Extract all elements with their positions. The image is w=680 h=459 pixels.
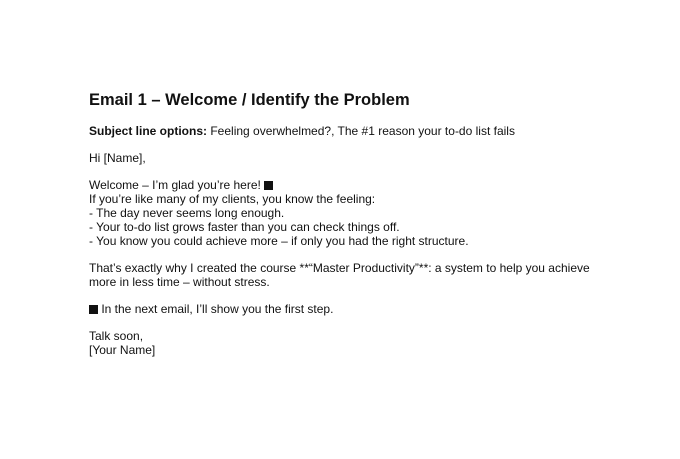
email-document [89, 90, 649, 357]
square-emoji-icon [89, 305, 98, 314]
subject-text: Feeling overwhelmed?, The #1 reason your to-do list fails [207, 124, 515, 138]
next-email-line [89, 302, 649, 316]
signoff-paragraph [89, 329, 649, 357]
bullet-item: - Your to-do list grows faster than you can check things off. [89, 220, 400, 234]
subject-line-options [89, 124, 649, 138]
greeting [89, 151, 649, 165]
course-paragraph [89, 261, 649, 289]
intro-line: If you’re like many of my clients, you know the feeling: [89, 192, 376, 206]
greeting-text: Hi [Name], [89, 151, 146, 165]
signoff: Talk soon, [89, 329, 144, 343]
welcome-paragraph [89, 178, 649, 248]
subject-label: Subject line options: [89, 124, 208, 138]
bullet-item: - You know you could achieve more – if only you had the right structure. [89, 234, 469, 248]
course-line: more in less time – without stress. [89, 275, 270, 289]
welcome-text: Welcome – I’m glad you’re here! [89, 178, 265, 192]
square-emoji-icon [264, 181, 273, 190]
next-email-text: In the next email, I’ll show you the first step. [98, 302, 334, 316]
bullet-item: - The day never seems long enough. [89, 206, 285, 220]
welcome-line [89, 178, 649, 192]
next-email-paragraph [89, 302, 649, 316]
course-line: That’s exactly why I created the course **“Master Productivity”**: a system to help you achieve [89, 261, 590, 275]
signature: [Your Name] [89, 343, 156, 357]
email-title: Email 1 – Welcome / Identify the Problem [89, 91, 410, 109]
